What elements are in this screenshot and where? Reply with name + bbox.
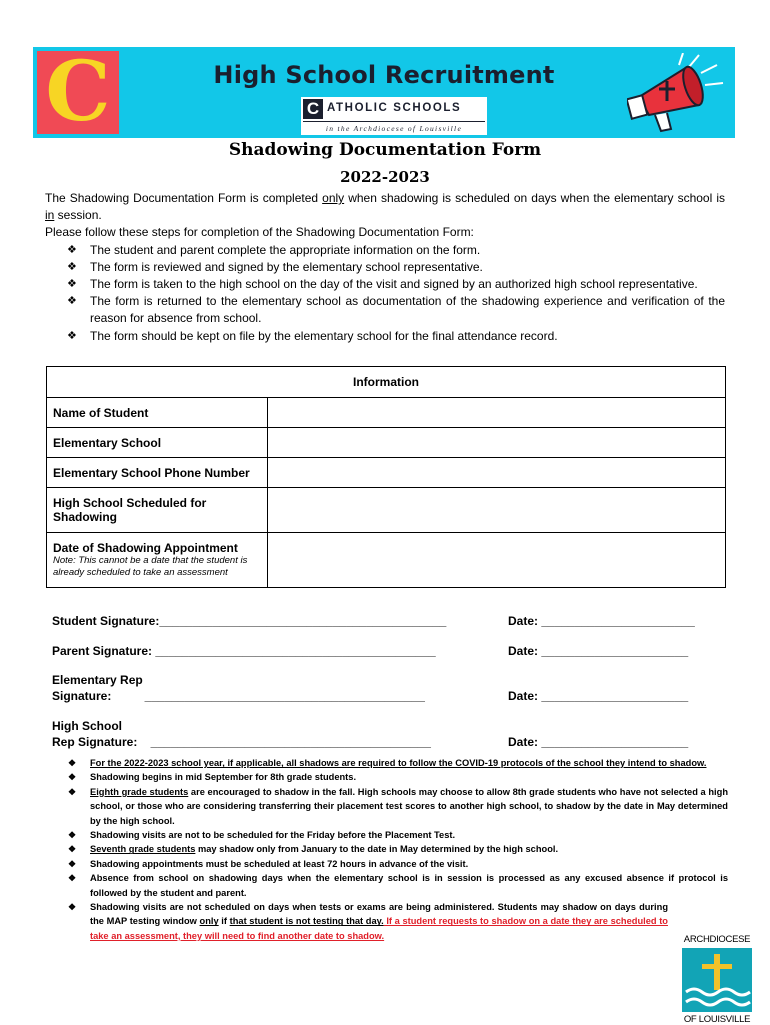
list-item: ❖ Absence from school on shadowing days when the elementary school is in session is processed as any excused absence if protocol is followed by the student and parent. bbox=[68, 873, 728, 898]
high-school-field[interactable] bbox=[268, 488, 726, 533]
diamond-bullet-icon: ❖ bbox=[67, 295, 77, 308]
list-item: ❖ Shadowing appointments must be scheduled at least 72 hours in advance of the visit. bbox=[68, 857, 728, 871]
elementary-rep-signature-line[interactable]: Signature: __________________________________________ bbox=[52, 689, 425, 703]
diamond-bullet-icon: ❖ bbox=[67, 243, 77, 256]
table-row-label: Elementary School Phone Number bbox=[47, 458, 268, 488]
parent-signature-line[interactable]: Parent Signature: __________________________________________ bbox=[52, 644, 436, 658]
cs-logo-name: ATHOLIC SCHOOLS bbox=[327, 102, 462, 114]
diamond-bullet-icon: ❖ bbox=[68, 758, 77, 768]
intro-paragraph: The Shadowing Documentation Form is completed only when shadowing is scheduled on days when the elementary school is in session. bbox=[45, 191, 725, 223]
elementary-rep-date-line[interactable]: Date: ______________________ bbox=[508, 689, 689, 703]
table-row-label: Name of Student bbox=[47, 398, 268, 428]
list-item: ❖ Shadowing begins in mid September for 8th grade students. bbox=[68, 770, 728, 784]
high-school-rep-date-line[interactable]: Date: ______________________ bbox=[508, 735, 689, 749]
steps-intro: Please follow these steps for completion of the Shadowing Documentation Form: bbox=[45, 225, 474, 240]
banner-title: High School Recruitment bbox=[213, 61, 555, 89]
cross-icon bbox=[682, 948, 752, 1012]
assessment-warning: If a student requests to shadow on a date they are scheduled to take an assessment, they will need to find another date to shadow. bbox=[90, 916, 668, 941]
list-item: ❖ The form is taken to the high school on the day of the visit and signed by an authorized high school representative. bbox=[45, 276, 725, 293]
diamond-bullet-icon: ❖ bbox=[68, 858, 77, 869]
intro-section bbox=[45, 190, 725, 345]
diamond-bullet-icon: ❖ bbox=[67, 278, 77, 291]
student-name-field[interactable] bbox=[268, 398, 726, 428]
form-year: 2022-2023 bbox=[340, 168, 430, 186]
high-school-rep-signature-line[interactable]: Rep Signature: __________________________________________ bbox=[52, 735, 431, 749]
parent-date-line[interactable]: Date: ______________________ bbox=[508, 644, 689, 658]
list-item: ❖ Shadowing visits are not to be scheduled for the Friday before the Placement Test. bbox=[68, 828, 728, 842]
steps-list bbox=[45, 242, 725, 345]
list-item: ❖ Shadowing visits are not scheduled on days when tests or exams are being administered. Students may shadow on days during the MAP testing window only if that student is not testing that day. If a student requests to shadow on a date they are scheduled to take an assessment, they will need to find another date to shadow. bbox=[68, 902, 668, 941]
catholic-schools-logo bbox=[301, 97, 487, 135]
student-signature-line[interactable]: Student Signature:___________________________________________ bbox=[52, 614, 447, 628]
form-title: Shadowing Documentation Form bbox=[228, 140, 542, 160]
megaphone-icon bbox=[627, 53, 727, 133]
phone-number-field[interactable] bbox=[268, 458, 726, 488]
information-table bbox=[46, 366, 726, 588]
list-item: ❖ The form is returned to the elementary school as documentation of the shadowing experience and verification of the reason for absence from school. bbox=[67, 294, 725, 326]
student-date-line[interactable]: Date: _______________________ bbox=[508, 614, 695, 628]
list-item: ❖ Eighth grade students are encouraged to shadow in the fall. High schools may choose to allow 8th grade students who have not selected a high school, or those who are considering transferring their placement test scores to another high school, to shadow by the date in May determined by the high school. bbox=[68, 786, 728, 826]
table-row-label: High School Scheduled for Shadowing bbox=[47, 488, 268, 533]
diamond-bullet-icon: ❖ bbox=[68, 873, 77, 884]
diamond-bullet-icon: ❖ bbox=[68, 772, 77, 783]
table-header: Information bbox=[47, 367, 726, 398]
diamond-bullet-icon: ❖ bbox=[68, 786, 77, 797]
list-item: ❖ The form is reviewed and signed by the elementary school representative. bbox=[45, 259, 725, 276]
archdiocese-emblem bbox=[682, 948, 752, 1012]
cs-logo-letter: C bbox=[303, 99, 323, 119]
table-row-label: Elementary School bbox=[47, 428, 268, 458]
cs-logo-subtitle: in the Archdiocese of Louisville bbox=[325, 124, 463, 133]
list-item: ❖ The form should be kept on file by the elementary school for the final attendance record. bbox=[45, 328, 725, 345]
list-item: ❖ The student and parent complete the appropriate information on the form. bbox=[45, 242, 725, 259]
header-banner bbox=[33, 44, 735, 140]
diamond-bullet-icon: ❖ bbox=[67, 329, 77, 342]
elementary-rep-label: Elementary Rep bbox=[52, 673, 143, 687]
archdiocese-top-text: ARCHDIOCESE bbox=[683, 934, 751, 945]
notes-list bbox=[68, 756, 728, 943]
diamond-bullet-icon: ❖ bbox=[68, 902, 77, 913]
list-item: ❖ For the 2022-2023 school year, if applicable, all shadows are required to follow the COVID-19 protocols of the school they intend to shadow. bbox=[68, 756, 728, 770]
table-row-label: Date of Shadowing Appointment Note: This cannot be a date that the student is already scheduled to take an assessment bbox=[47, 533, 268, 588]
diamond-bullet-icon: ❖ bbox=[68, 830, 77, 841]
high-school-rep-label: High School bbox=[52, 719, 122, 733]
archdiocese-logo bbox=[680, 934, 754, 1024]
elementary-school-field[interactable] bbox=[268, 428, 726, 458]
c-logo-letter: C bbox=[45, 44, 111, 140]
diamond-bullet-icon: ❖ bbox=[67, 260, 77, 273]
diamond-bullet-icon: ❖ bbox=[68, 844, 77, 855]
archdiocese-bottom-text: OF LOUISVILLE bbox=[683, 1014, 751, 1025]
assessment-note: Note: This cannot be a date that the student is already scheduled to take an assessment bbox=[53, 555, 248, 578]
list-item: ❖ Seventh grade students may shadow only from January to the date in May determined by the high school. bbox=[68, 842, 728, 856]
appointment-date-field[interactable] bbox=[268, 533, 726, 588]
cs-logo-rule bbox=[303, 121, 485, 122]
